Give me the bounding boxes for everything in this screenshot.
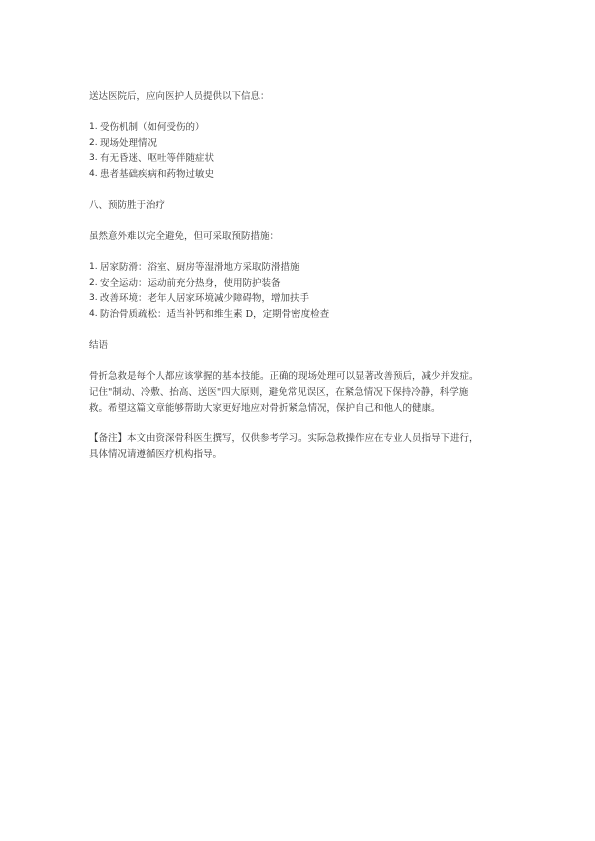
info-list-item	[89, 167, 519, 183]
note-paragraph	[89, 431, 519, 463]
note-line: 具体情况请遵循医疗机构指导。	[89, 449, 223, 460]
conclusion-paragraph	[89, 369, 519, 417]
prevention-list-item	[89, 307, 519, 323]
section-heading-conclusion: 结语	[89, 340, 109, 351]
prevention-list-item-number: 3.	[89, 293, 98, 303]
info-list-item-number: 1.	[89, 122, 98, 132]
conclusion-line: 记住"制动、冷敷、抬高、送医"四大原则，避免常见误区，在紧急情况下保持冷静，科学施	[89, 387, 469, 398]
note-line: 【备注】本文由资深骨科医生撰写，仅供参考学习。实际急救操作应在专业人员指导下进行，	[89, 433, 479, 444]
hospital-intro: 送达医院后，应向医护人员提供以下信息：	[89, 91, 270, 102]
prevention-list-item-number: 4.	[89, 308, 98, 319]
info-list-item	[89, 120, 519, 136]
prevention-list-item-text: 居家防滑：浴室、厨房等湿滑地方采取防滑措施	[100, 262, 300, 273]
conclusion-line: 救。希望这篇文章能够帮助大家更好地应对骨折紧急情况，保护自己和他人的健康。	[89, 403, 441, 414]
info-list-item-text: 受伤机制（如何受伤的）	[100, 122, 205, 133]
info-list-item	[89, 136, 519, 152]
prevention-list-item-text: 防治骨质疏松：适当补钙和维生素 D，定期骨密度检查	[100, 308, 330, 320]
info-list-container	[89, 120, 519, 182]
info-list-item-text: 有无昏迷、呕吐等伴随症状	[100, 153, 215, 164]
info-list-item	[89, 151, 519, 167]
section-heading-prevention: 八、预防胜于治疗	[89, 200, 166, 211]
info-list-item-number: 4.	[89, 168, 98, 179]
info-list-item-text: 患者基础疾病和药物过敏史	[100, 168, 215, 180]
prevention-intro: 虽然意外难以完全避免，但可采取预防措施：	[89, 231, 280, 242]
prevention-list-container	[89, 260, 519, 322]
info-list-item-number: 3.	[89, 153, 98, 163]
prevention-list-item	[89, 260, 519, 276]
info-list-item-number: 2.	[89, 137, 98, 148]
prevention-list-item	[89, 291, 519, 307]
prevention-list-item-text: 改善环境：老年人居家环境减少障碍物，增加扶手	[100, 293, 310, 304]
info-list-item-text: 现场处理情况	[100, 137, 158, 149]
prevention-list-item-number: 2.	[89, 277, 98, 288]
prevention-list	[89, 260, 519, 322]
prevention-list-item-number: 1.	[89, 262, 98, 272]
conclusion-line: 骨折急救是每个人都应该掌握的基本技能。正确的现场处理可以显著改善预后，减少并发症。	[89, 371, 479, 382]
info-list	[89, 120, 519, 182]
prevention-list-item	[89, 276, 519, 292]
prevention-list-item-text: 安全运动：运动前充分热身，使用防护装备	[100, 277, 281, 289]
